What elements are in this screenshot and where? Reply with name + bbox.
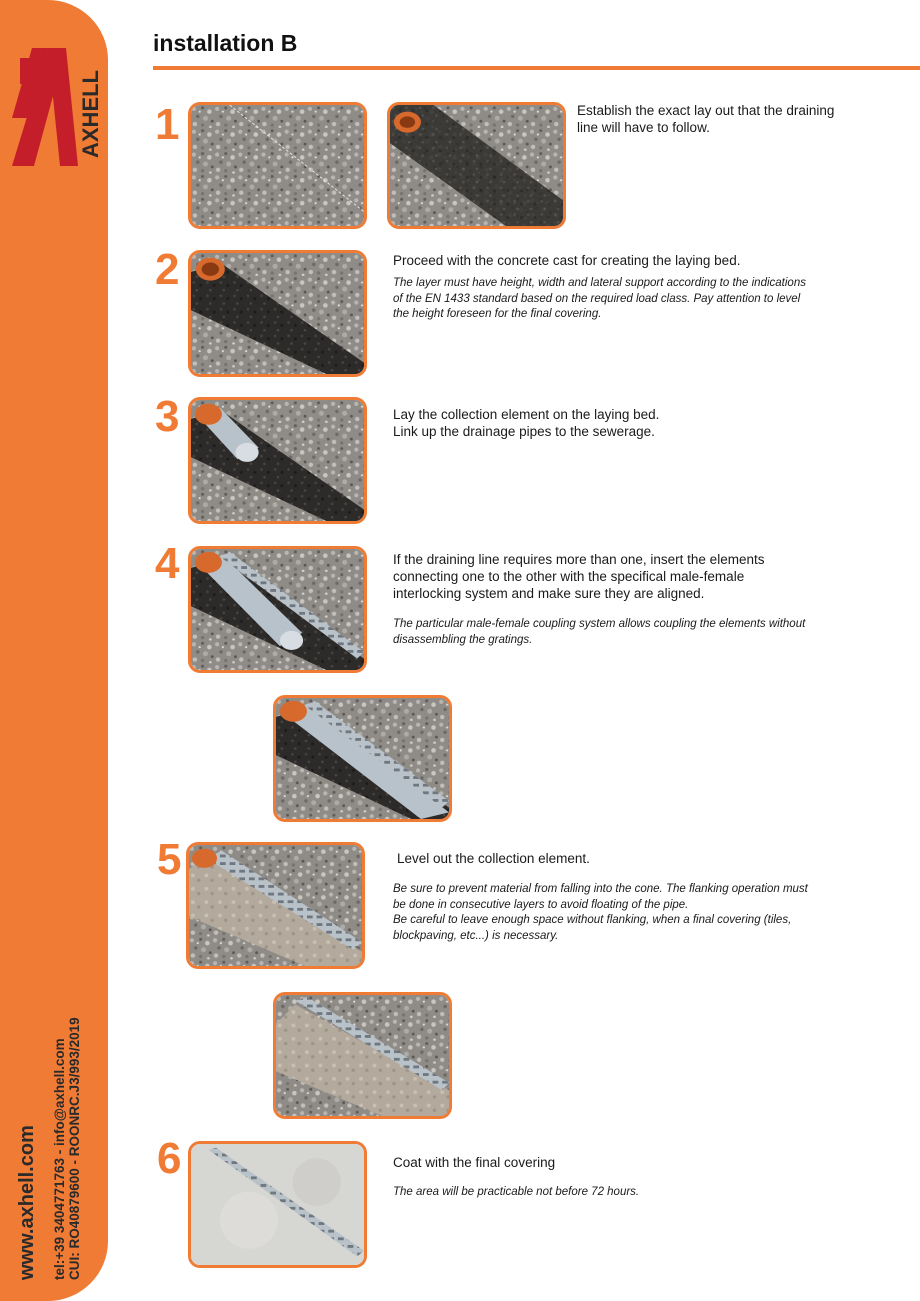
step-5-photo-a [186, 842, 365, 969]
step-5-text: Level out the collection element. [397, 851, 590, 866]
step-4-text: If the draining line requires more than one, insert the elements connecting one to the other with the specifical male-female interlocking system and make sure they are aligned. [393, 552, 765, 601]
step-1-photo-b [387, 102, 566, 229]
title-divider [153, 66, 920, 70]
step-4-note: The particular male-female coupling system allows coupling the elements without disassembling the gratings. [393, 618, 806, 646]
step-3-text [393, 406, 813, 440]
step-5-note: Be sure to prevent material from falling into the cone. The flanking operation must be done in consecutive layers to avoid floating of the pipe. [393, 883, 808, 911]
step-3-text-line-2: Link up the drainage pipes to the sewerage. [393, 424, 655, 439]
step-6-note: The area will be practicable not before 72 hours. [393, 1186, 640, 1198]
step-1-text: Establish the exact lay out that the draining line will have to follow. [577, 103, 835, 135]
step-2-note: The layer must have height, width and lateral support according to the indications of the EN 1433 standard based on the required load class. Pay attention to level the height foreseen for the final covering. [393, 277, 806, 320]
step-1-photo-a [188, 102, 367, 229]
step-2-photo [188, 250, 367, 377]
step-4-number: 4 [155, 539, 180, 588]
step-2-number: 2 [155, 245, 180, 294]
website-link[interactable]: www.axhell.com [16, 1125, 38, 1280]
step-1-number: 1 [155, 100, 180, 149]
axhell-logo [8, 18, 104, 168]
step-6-text: Coat with the final covering [393, 1155, 556, 1170]
contact-info [52, 1017, 82, 1280]
step-4-photo-b [273, 695, 452, 822]
step-6-number: 6 [157, 1134, 182, 1183]
sidebar [0, 0, 108, 1301]
brand-name: AXHELL [78, 70, 103, 158]
step-4-photo-a [188, 546, 367, 673]
step-5-number: 5 [157, 835, 182, 884]
step-5-note-2: Be careful to leave enough space without flanking, when a final covering (tiles, blockpaving, etc...) is necessary. [393, 914, 792, 942]
contact-line-1: tel:+39 3404771763 - info@axhell.com [52, 1038, 67, 1280]
step-5-photo-b [273, 992, 452, 1119]
step-3-photo [188, 397, 367, 524]
page-title: installation B [153, 30, 298, 56]
contact-line-2: CUI: RO40879600 - ROONRC.J3/993/2019 [67, 1017, 82, 1280]
step-2-text: Proceed with the concrete cast for creating the laying bed. [393, 253, 741, 268]
step-3-text-line-1: Lay the collection element on the laying bed. [393, 407, 660, 422]
step-6-photo [188, 1141, 367, 1268]
step-3-number: 3 [155, 392, 180, 441]
